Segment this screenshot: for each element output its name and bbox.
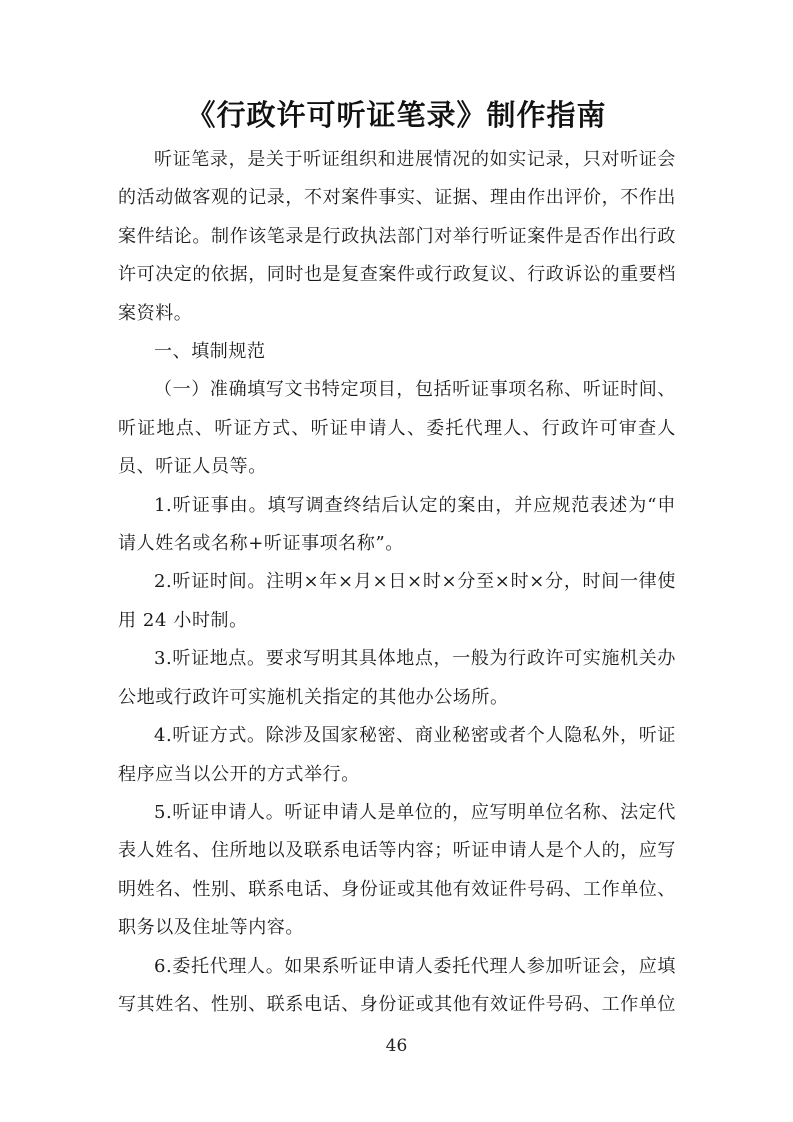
paragraph-item-2: 2.听证时间。注明×年×月×日×时×分至×时×分，时间一律使用 24 小时制。	[118, 571, 676, 631]
document-body	[118, 141, 676, 1024]
page-number: 46	[385, 1036, 408, 1056]
document-title: 《行政许可听证笔录》制作指南	[186, 98, 607, 132]
paragraph-subsection: （一）准确填写文书特定项目，包括听证事项名称、听证时间、听证地点、听证方式、听证申请人、委托代理人、行政许可审查人员、听证人员等。	[118, 379, 676, 478]
paragraph-intro: 听证笔录，是关于听证组织和进展情况的如实记录，只对听证会的活动做客观的记录，不对案件事实、证据、理由作出评价，不作出案件结论。制作该笔录是行政执法部门对举行听证案件是否作出行政许可决定的依据，同时也是复查案件或行政复议、行政诉讼的重要档案资料。	[118, 149, 676, 324]
paragraph-item-4: 4.听证方式。除涉及国家秘密、商业秘密或者个人隐私外，听证程序应当以公开的方式举行。	[118, 725, 676, 785]
paragraph-item-6: 6.委托代理人。如果系听证申请人委托代理人参加听证会，应填写其姓名、性别、联系电话、身份证或其他有效证件号码、工作单位	[118, 955, 676, 1015]
paragraph-item-3: 3.听证地点。要求写明其具体地点，一般为行政许可实施机关办公地或行政许可实施机关指定的其他办公场所。	[118, 648, 676, 708]
section-heading: 一、填制规范	[154, 341, 266, 363]
paragraph-item-5: 5.听证申请人。听证申请人是单位的，应写明单位名称、法定代表人姓名、住所地以及联系电话等内容；听证申请人是个人的，应写明姓名、性别、联系电话、身份证或其他有效证件号码、工作单位、职务以及住址等内容。	[118, 801, 676, 939]
paragraph-item-1: 1.听证事由。填写调查终结后认定的案由，并应规范表述为“申请人姓名或名称+听证事项名称”。	[118, 494, 676, 555]
